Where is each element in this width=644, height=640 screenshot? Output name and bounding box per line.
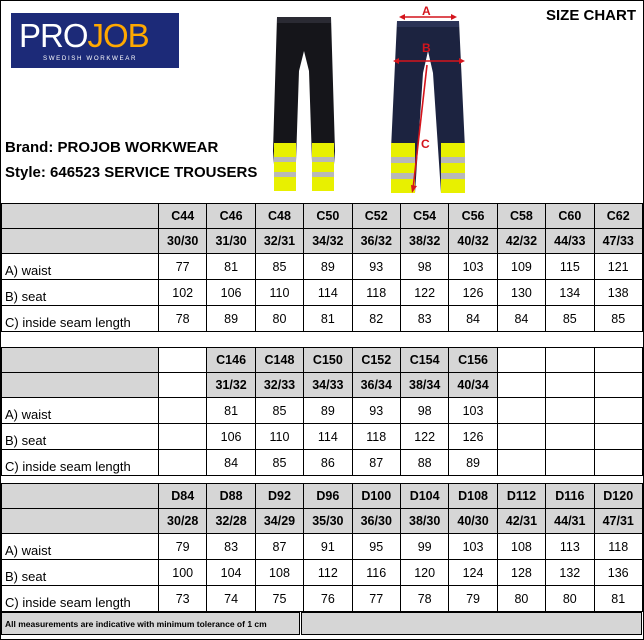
size-cell: C50 (304, 204, 352, 229)
length-cell: 44/31 (546, 509, 594, 534)
row-label: A) waist (2, 254, 159, 280)
size-cell: C46 (207, 204, 255, 229)
table-row-waist: A) waist 81 85 89 93 98 103 (2, 398, 643, 424)
length-cell: 40/30 (449, 509, 497, 534)
size-cell: C154 (400, 348, 448, 373)
length-cell: 38/32 (400, 229, 448, 254)
row-label: A) waist (2, 534, 159, 560)
length-cell: 31/32 (207, 373, 255, 398)
size-chart-title: SIZE CHART (546, 7, 636, 24)
length-cell: 36/34 (352, 373, 400, 398)
length-cell: 30/28 (159, 509, 207, 534)
size-cell: D96 (304, 484, 352, 509)
length-cell: 36/30 (352, 509, 400, 534)
size-cell: C48 (255, 204, 303, 229)
row-label: B) seat (2, 560, 159, 586)
label-b: B (422, 41, 431, 55)
length-cell: 34/33 (304, 373, 352, 398)
length-cell: 30/30 (159, 229, 207, 254)
size-cell: C52 (352, 204, 400, 229)
length-cell: 38/34 (400, 373, 448, 398)
trousers-measurement-diagram (387, 3, 471, 198)
table-row-inseam: C) inside seam length 73 74 75 76 77 78 79 80 80 81 (2, 586, 643, 612)
brand-label: Brand: PROJOB WORKWEAR (5, 139, 219, 156)
length-cell: 34/32 (304, 229, 352, 254)
size-cell: C148 (255, 348, 303, 373)
length-cell: 44/33 (546, 229, 594, 254)
size-cell: C44 (159, 204, 207, 229)
size-table-d (1, 483, 643, 612)
size-cell: D108 (449, 484, 497, 509)
length-cell: 32/28 (207, 509, 255, 534)
size-cell: D112 (497, 484, 545, 509)
style-label: Style: 646523 SERVICE TROUSERS (5, 164, 258, 181)
size-cell: D120 (594, 484, 642, 509)
size-cell: C156 (449, 348, 497, 373)
size-cell: C60 (546, 204, 594, 229)
trousers-front-image (269, 11, 339, 196)
length-cell: 47/31 (594, 509, 642, 534)
table-row-seat: B) seat 106 110 114 118 122 126 (2, 424, 643, 450)
length-cell: 31/30 (207, 229, 255, 254)
footer-filler (301, 612, 642, 635)
size-cell: D116 (546, 484, 594, 509)
size-cell: C54 (400, 204, 448, 229)
row-label: B) seat (2, 424, 159, 450)
size-cell: C146 (207, 348, 255, 373)
size-cell: C56 (449, 204, 497, 229)
length-cell: 42/31 (497, 509, 545, 534)
size-cell: D104 (400, 484, 448, 509)
size-table-c (1, 203, 643, 332)
size-cell: C150 (304, 348, 352, 373)
logo-tagline: SWEDISH WORKWEAR (43, 55, 138, 62)
length-cell: 42/32 (497, 229, 545, 254)
row-label: C) inside seam length (2, 306, 159, 332)
table-row-seat: B) seat 102 106 110 114 118 122 126 130 134 138 (2, 280, 643, 306)
row-label: B) seat (2, 280, 159, 306)
row-label: C) inside seam length (2, 450, 159, 476)
length-cell: 32/33 (255, 373, 303, 398)
size-cell: C58 (497, 204, 545, 229)
length-cell: 40/34 (449, 373, 497, 398)
table-row-inseam: C) inside seam length 78 89 80 81 82 83 84 84 85 85 (2, 306, 643, 332)
length-cell: 47/33 (594, 229, 642, 254)
header (1, 1, 642, 201)
row-label: A) waist (2, 398, 159, 424)
size-cell: C152 (352, 348, 400, 373)
table-row-waist: A) waist 79 83 87 91 95 99 103 108 113 118 (2, 534, 643, 560)
table-row-waist: A) waist 77 81 85 89 93 98 103 109 115 121 (2, 254, 643, 280)
length-cell: 34/29 (255, 509, 303, 534)
projob-logo (11, 13, 179, 68)
length-cell: 32/31 (255, 229, 303, 254)
label-a: A (422, 4, 431, 18)
length-cell: 35/30 (304, 509, 352, 534)
logo-wordmark: PROJOB (19, 17, 149, 54)
size-cell: C62 (594, 204, 642, 229)
row-label: C) inside seam length (2, 586, 159, 612)
tolerance-footnote: All measurements are indicative with minimum tolerance of 1 cm (1, 612, 300, 635)
length-cell: 36/32 (352, 229, 400, 254)
size-cell: D100 (352, 484, 400, 509)
size-cell: D88 (207, 484, 255, 509)
table-row-inseam: C) inside seam length 84 85 86 87 88 89 (2, 450, 643, 476)
size-table-c-long (1, 347, 643, 476)
table-row-seat: B) seat 100 104 108 112 116 120 124 128 132 136 (2, 560, 643, 586)
label-c: C (421, 137, 430, 151)
size-cell: D84 (159, 484, 207, 509)
size-cell: D92 (255, 484, 303, 509)
length-cell: 40/32 (449, 229, 497, 254)
length-cell: 38/30 (400, 509, 448, 534)
